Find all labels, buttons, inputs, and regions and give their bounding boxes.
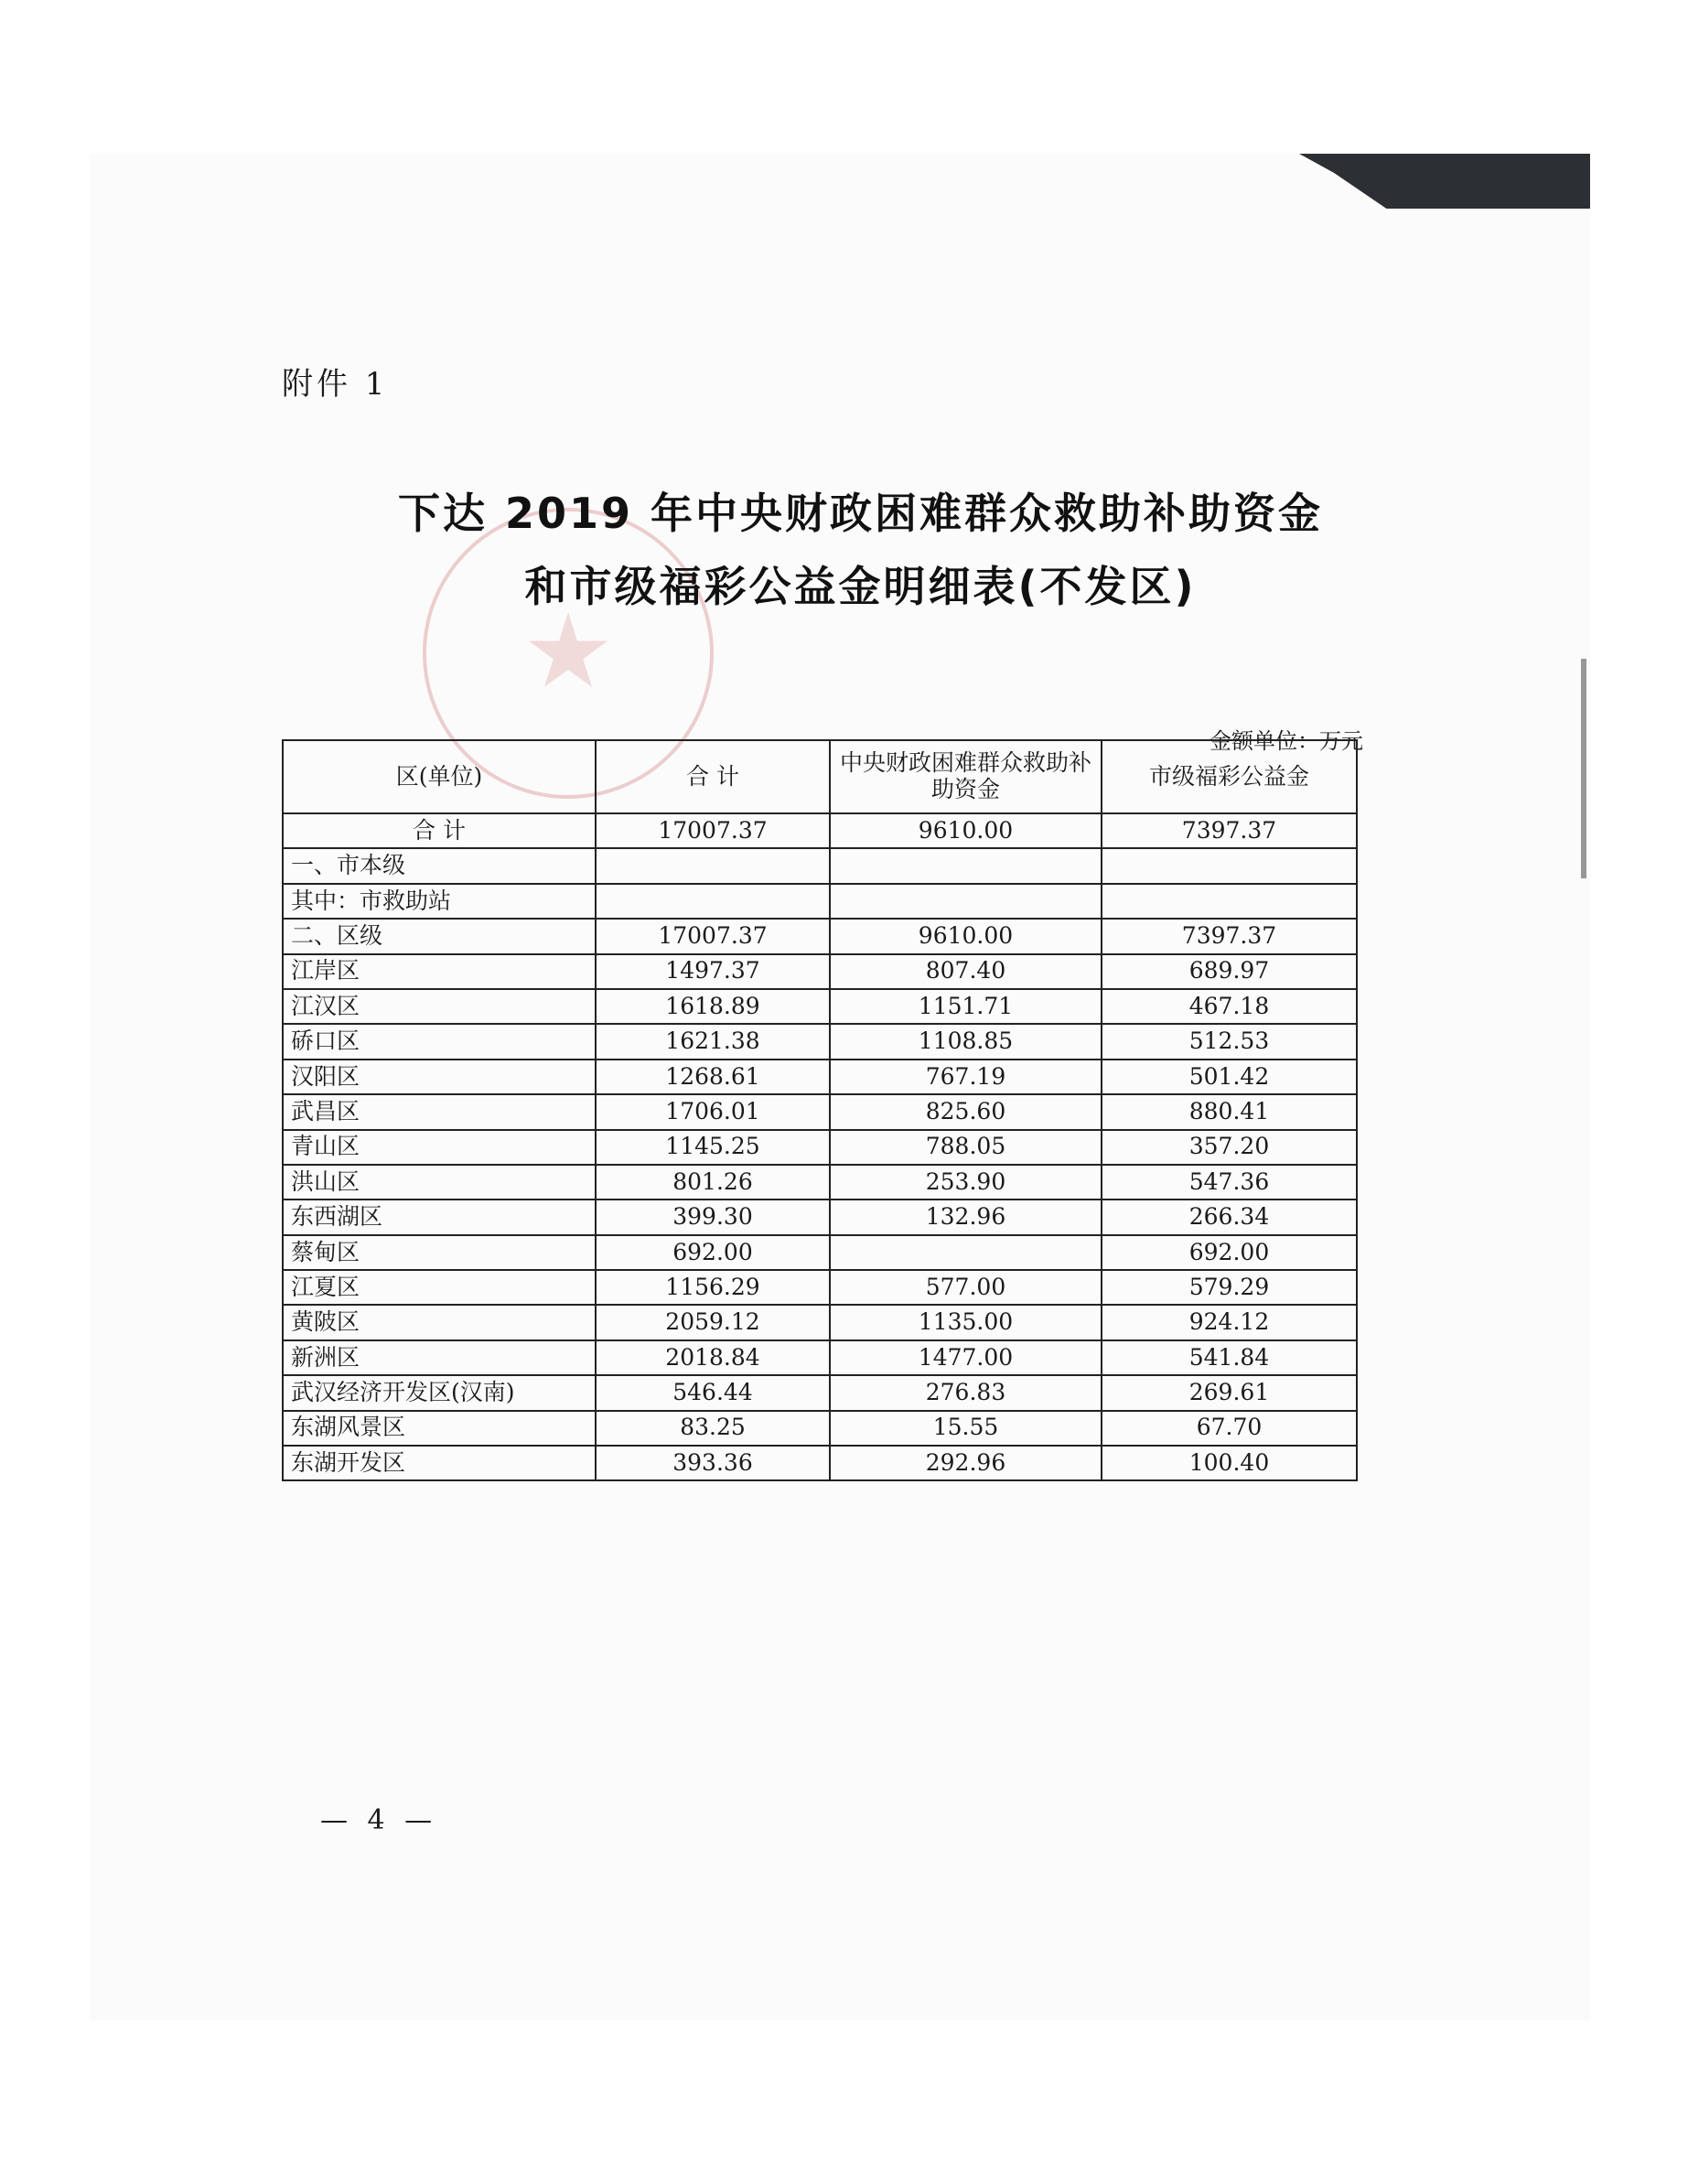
table-row bbox=[283, 1130, 1357, 1165]
table-row bbox=[283, 1235, 1357, 1270]
row-central-cell: 292.96 bbox=[830, 1446, 1102, 1480]
row-total-cell: 1156.29 bbox=[596, 1270, 830, 1305]
document-title-line1: 下达 2019 年中央财政困难群众救助补助资金 bbox=[397, 489, 1324, 538]
row-name-cell: 黄陂区 bbox=[283, 1305, 596, 1339]
row-central-cell bbox=[830, 1235, 1102, 1270]
row-name-cell: 江岸区 bbox=[283, 954, 596, 989]
row-total-cell: 1145.25 bbox=[596, 1130, 830, 1165]
row-central-cell: 15.55 bbox=[830, 1411, 1102, 1446]
row-name-cell: 江夏区 bbox=[283, 1270, 596, 1305]
row-central-cell: 577.00 bbox=[830, 1270, 1102, 1305]
table-row bbox=[283, 954, 1357, 989]
table-row bbox=[283, 989, 1357, 1024]
row-name-cell: 武昌区 bbox=[283, 1094, 596, 1129]
row-name-cell: 武汉经济开发区(汉南) bbox=[283, 1375, 596, 1410]
row-city-cell: 501.42 bbox=[1102, 1060, 1357, 1094]
row-name-cell: 硚口区 bbox=[283, 1024, 596, 1059]
table-row bbox=[283, 813, 1357, 848]
header-unit: 区(单位) bbox=[283, 740, 596, 813]
row-central-cell: 1108.85 bbox=[830, 1024, 1102, 1059]
row-name-cell: 东湖风景区 bbox=[283, 1411, 596, 1446]
row-city-cell: 7397.37 bbox=[1102, 813, 1357, 848]
table-body bbox=[283, 813, 1357, 1480]
row-city-cell: 692.00 bbox=[1102, 1235, 1357, 1270]
row-total-cell: 83.25 bbox=[596, 1411, 830, 1446]
header-city: 市级福彩公益金 bbox=[1102, 740, 1357, 813]
attachment-label: 附件 1 bbox=[282, 366, 389, 403]
row-city-cell: 924.12 bbox=[1102, 1305, 1357, 1339]
row-city-cell: 880.41 bbox=[1102, 1094, 1357, 1129]
row-total-cell: 801.26 bbox=[596, 1165, 830, 1200]
row-city-cell: 689.97 bbox=[1102, 954, 1357, 989]
row-central-cell: 1151.71 bbox=[830, 989, 1102, 1024]
row-central-cell: 1135.00 bbox=[830, 1305, 1102, 1339]
row-name-cell: 其中：市救助站 bbox=[283, 884, 596, 919]
row-total-cell: 1706.01 bbox=[596, 1094, 830, 1129]
row-name-cell: 汉阳区 bbox=[283, 1060, 596, 1094]
row-name-cell: 青山区 bbox=[283, 1130, 596, 1165]
header-total: 合 计 bbox=[596, 740, 830, 813]
row-total-cell bbox=[596, 848, 830, 883]
row-central-cell: 9610.00 bbox=[830, 919, 1102, 953]
row-name-cell: 东湖开发区 bbox=[283, 1446, 596, 1480]
row-total-cell: 1268.61 bbox=[596, 1060, 830, 1094]
row-central-cell: 807.40 bbox=[830, 954, 1102, 989]
table-row bbox=[283, 1094, 1357, 1129]
row-total-cell: 2018.84 bbox=[596, 1340, 830, 1375]
row-total-cell: 2059.12 bbox=[596, 1305, 830, 1339]
row-city-cell: 7397.37 bbox=[1102, 919, 1357, 953]
row-central-cell: 1477.00 bbox=[830, 1340, 1102, 1375]
row-name-cell: 一、市本级 bbox=[283, 848, 596, 883]
table-row bbox=[283, 1270, 1357, 1305]
row-central-cell: 132.96 bbox=[830, 1200, 1102, 1234]
row-name-cell: 洪山区 bbox=[283, 1165, 596, 1200]
row-city-cell: 266.34 bbox=[1102, 1200, 1357, 1234]
row-central-cell bbox=[830, 848, 1102, 883]
row-total-cell: 692.00 bbox=[596, 1235, 830, 1270]
row-central-cell bbox=[830, 884, 1102, 919]
table-row bbox=[283, 848, 1357, 883]
row-name-cell: 新洲区 bbox=[283, 1340, 596, 1375]
row-city-cell: 579.29 bbox=[1102, 1270, 1357, 1305]
table-row bbox=[283, 1165, 1357, 1200]
document-title-line2: 和市级福彩公益金明细表(不发区) bbox=[524, 562, 1197, 611]
row-total-cell: 1621.38 bbox=[596, 1024, 830, 1059]
row-central-cell: 9610.00 bbox=[830, 813, 1102, 848]
seal-star-icon bbox=[527, 612, 609, 694]
row-name-cell: 蔡甸区 bbox=[283, 1235, 596, 1270]
row-name-cell: 东西湖区 bbox=[283, 1200, 596, 1234]
row-city-cell: 269.61 bbox=[1102, 1375, 1357, 1410]
table-row bbox=[283, 1024, 1357, 1059]
row-city-cell: 547.36 bbox=[1102, 1165, 1357, 1200]
row-central-cell: 276.83 bbox=[830, 1375, 1102, 1410]
table-row bbox=[283, 1305, 1357, 1339]
allocation-table bbox=[282, 739, 1358, 1481]
row-city-cell: 357.20 bbox=[1102, 1130, 1357, 1165]
row-city-cell bbox=[1102, 884, 1357, 919]
unit-label: 金额单位：万元 bbox=[1210, 728, 1363, 754]
table-row bbox=[283, 1060, 1357, 1094]
row-city-cell: 541.84 bbox=[1102, 1340, 1357, 1375]
row-total-cell: 399.30 bbox=[596, 1200, 830, 1234]
table-header-row bbox=[283, 740, 1357, 813]
row-central-cell: 767.19 bbox=[830, 1060, 1102, 1094]
table-row bbox=[283, 919, 1357, 953]
row-total-cell: 1618.89 bbox=[596, 989, 830, 1024]
row-total-cell: 1497.37 bbox=[596, 954, 830, 989]
row-name-cell: 合 计 bbox=[283, 813, 596, 848]
header-central: 中央财政困难群众救助补助资金 bbox=[830, 740, 1102, 813]
page-number: — 4 — bbox=[320, 1804, 438, 1836]
table-row bbox=[283, 1200, 1357, 1234]
row-city-cell: 67.70 bbox=[1102, 1411, 1357, 1446]
row-city-cell bbox=[1102, 848, 1357, 883]
row-central-cell: 788.05 bbox=[830, 1130, 1102, 1165]
row-total-cell: 546.44 bbox=[596, 1375, 830, 1410]
row-name-cell: 二、区级 bbox=[283, 919, 596, 953]
row-name-cell: 江汉区 bbox=[283, 989, 596, 1024]
table-row bbox=[283, 1375, 1357, 1410]
scan-margin bbox=[0, 0, 90, 2184]
row-total-cell bbox=[596, 884, 830, 919]
table-row bbox=[283, 1340, 1357, 1375]
scan-edge-shadow bbox=[1581, 659, 1586, 878]
table-row bbox=[283, 884, 1357, 919]
row-total-cell: 17007.37 bbox=[596, 919, 830, 953]
row-city-cell: 100.40 bbox=[1102, 1446, 1357, 1480]
row-total-cell: 17007.37 bbox=[596, 813, 830, 848]
table-row bbox=[283, 1446, 1357, 1480]
row-city-cell: 467.18 bbox=[1102, 989, 1357, 1024]
row-city-cell: 512.53 bbox=[1102, 1024, 1357, 1059]
row-central-cell: 253.90 bbox=[830, 1165, 1102, 1200]
table-row bbox=[283, 1411, 1357, 1446]
row-central-cell: 825.60 bbox=[830, 1094, 1102, 1129]
row-total-cell: 393.36 bbox=[596, 1446, 830, 1480]
